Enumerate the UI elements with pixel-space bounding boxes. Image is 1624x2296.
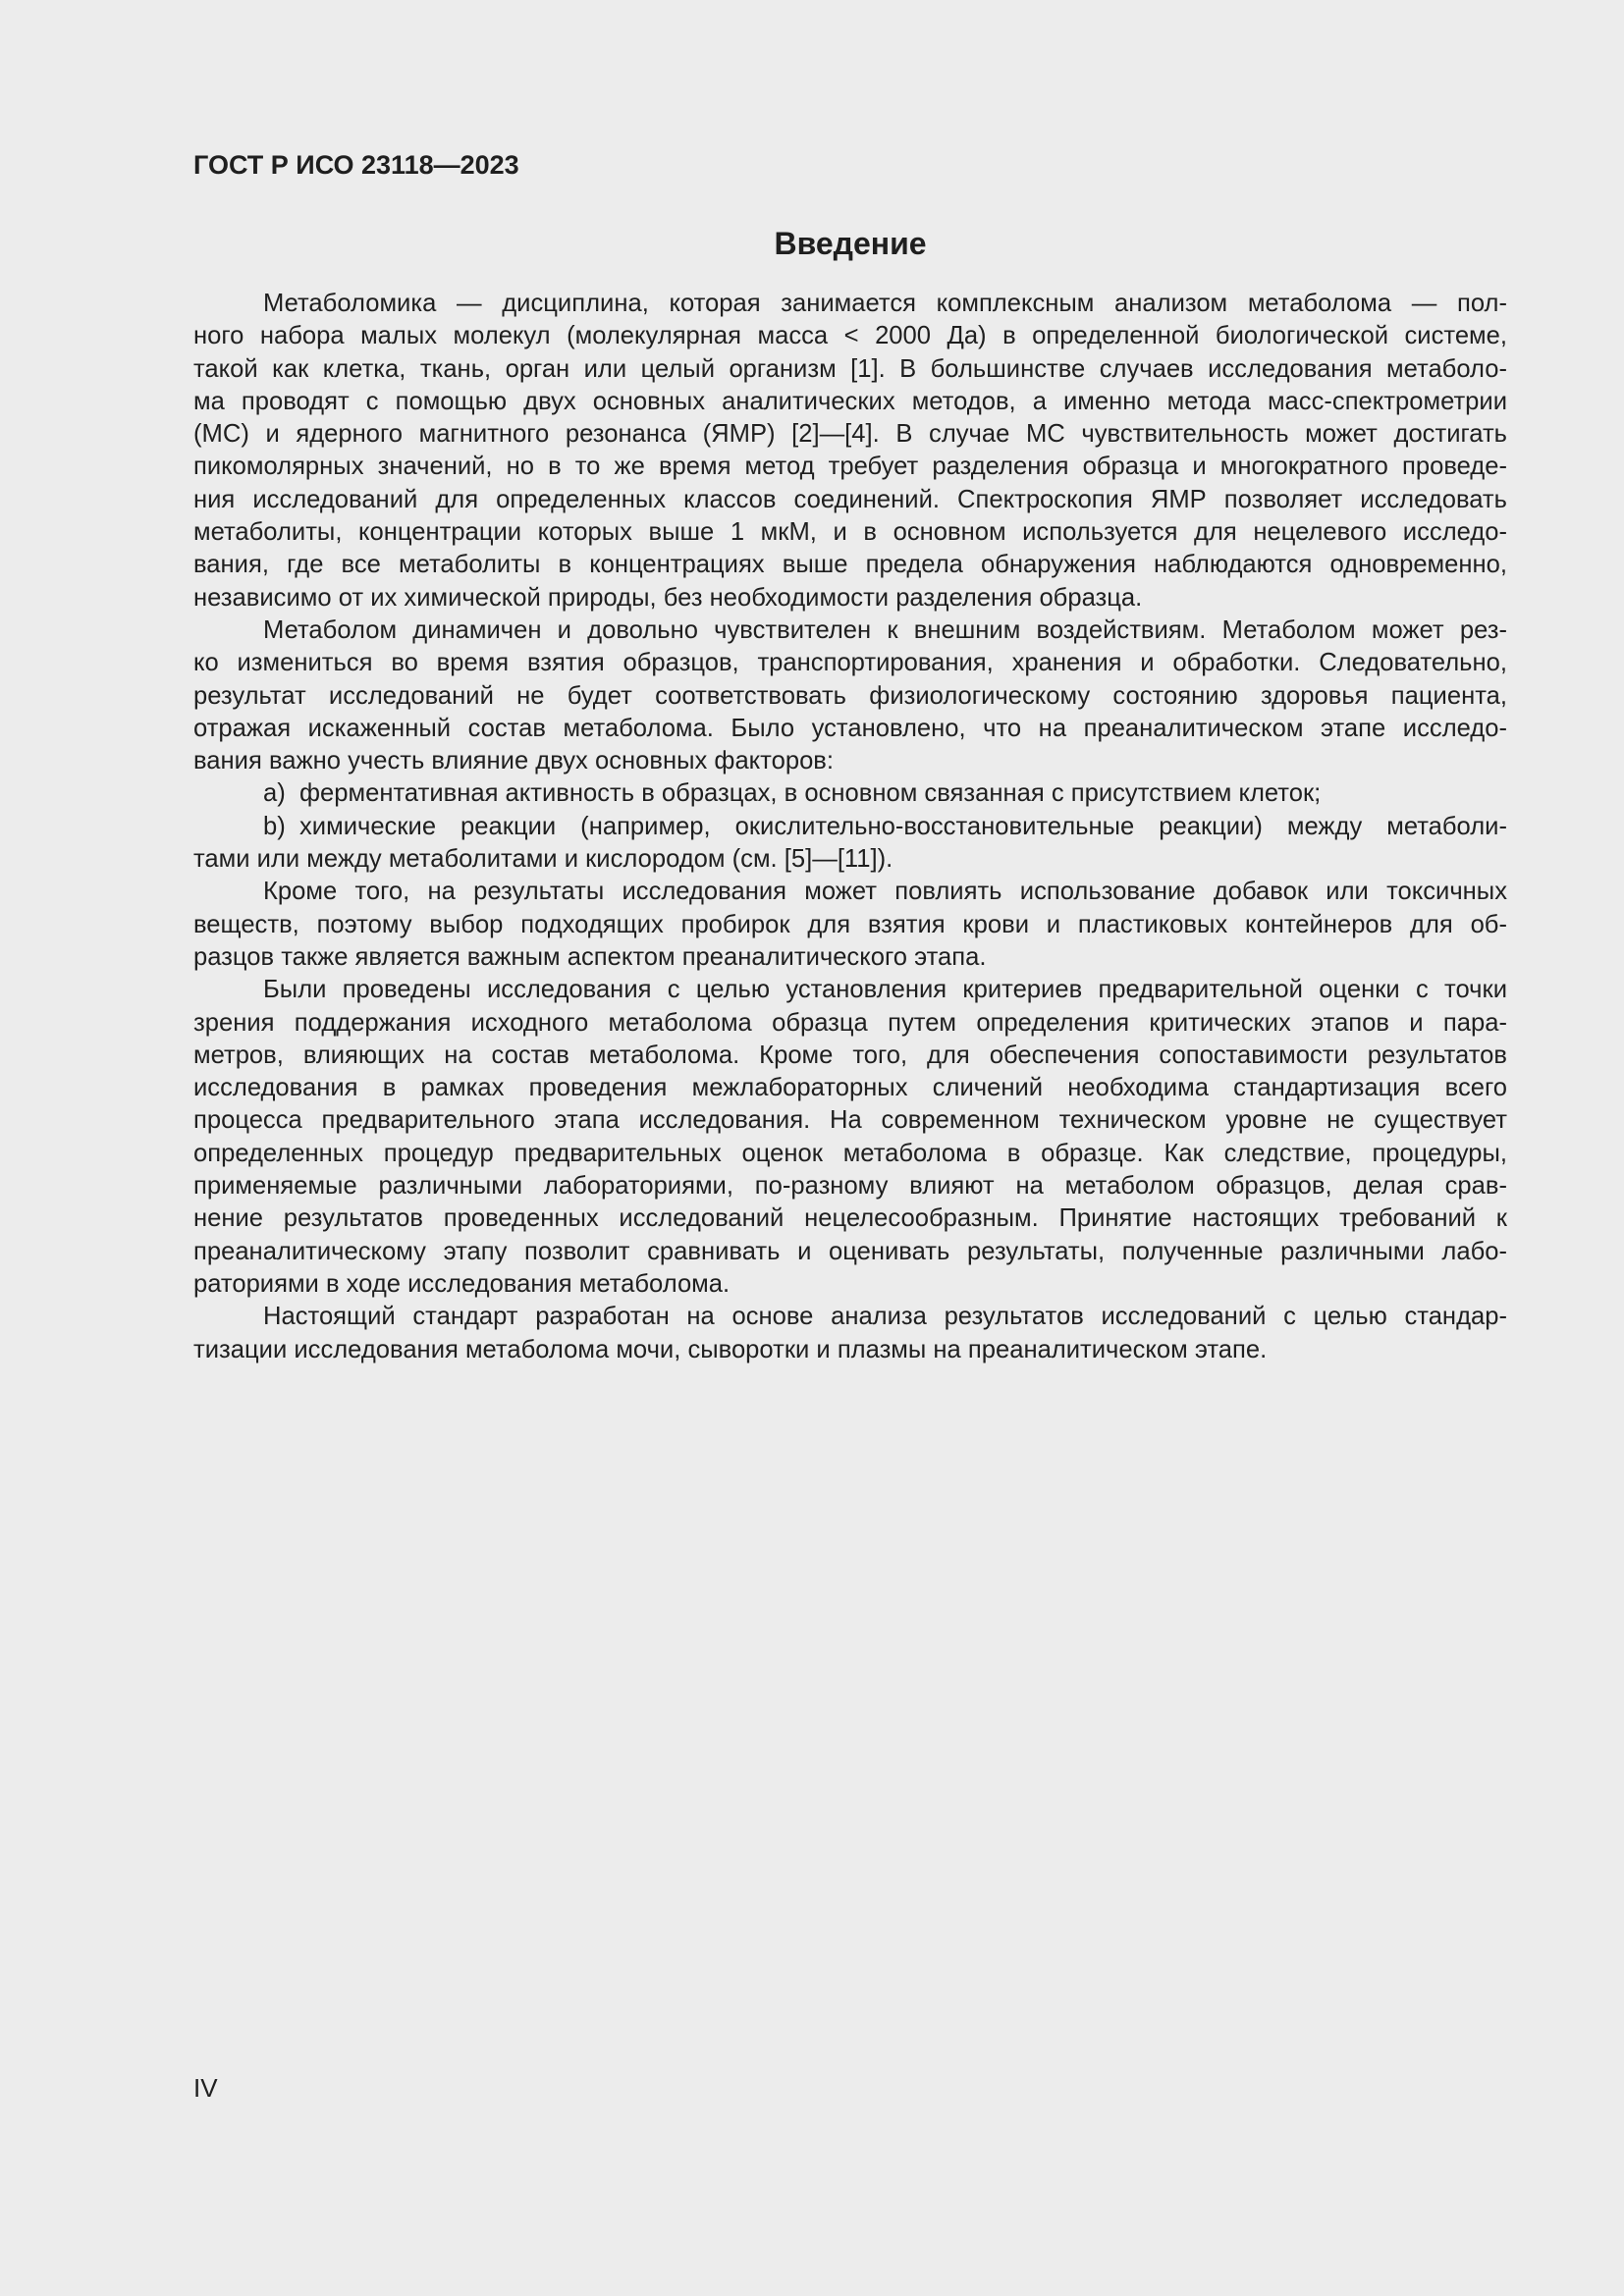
text-line: результат исследований не будет соответствовать физиологическому состоянию здоровья пациента,	[193, 681, 1507, 710]
list-item-a	[193, 777, 1507, 810]
text-line: ния исследований для определенных классов соединений. Спектроскопия ЯМР позволяет исследовать	[193, 485, 1507, 513]
paragraph-1	[193, 288, 1507, 614]
text-line: такой как клетка, ткань, орган или целый организм [1]. В большинстве случаев исследования метаболо-	[193, 354, 1507, 383]
text-line: ферментативная активность в образцах, в основном связанная с присутствием клеток;	[299, 779, 1322, 808]
text-line: нение результатов проведенных исследований нецелесообразным. Принятие настоящих требований к	[193, 1204, 1507, 1233]
section-title: Введение	[774, 226, 927, 261]
text-line: метров, влияющих на состав метаболома. Кроме того, для обеспечения сопоставимости результатов	[193, 1041, 1507, 1069]
document-number-header: ГОСТ Р ИСО 23118—2023	[193, 150, 519, 180]
text-line: вания, где все метаболиты в концентрациях выше предела обнаружения наблюдаются одновременно,	[193, 551, 1507, 579]
text-line: разцов также является важным аспектом преаналитического этапа.	[193, 942, 987, 971]
text-line: Метаболом динамичен и довольно чувствителен к внешним воздействиям. Метаболом может рез-	[263, 615, 1507, 644]
text-line: Кроме того, на результаты исследования может повлиять использование добавок или токсичных	[263, 878, 1507, 906]
text-line: Метаболомика — дисциплина, которая занимается комплексным анализом метаболома — пол-	[263, 290, 1507, 317]
text-line: применяемые различными лабораториями, по-разному влияют на метаболом образцов, делая срав-	[193, 1172, 1507, 1201]
text-line: исследования в рамках проведения межлабораторных сличений необходима стандартизация всего	[193, 1074, 1507, 1102]
text-line: ма проводят с помощью двух основных аналитических методов, а именно метода масс-спектрометрии	[193, 387, 1507, 415]
list-marker: a)	[263, 779, 286, 808]
list-item-row	[193, 777, 1507, 810]
text-line: тами или между метаболитами и кислородом (см. [5]—[11]).	[193, 845, 893, 874]
text-line: ного набора малых молекул (молекулярная масса < 2000 Да) в определенной биологической системе,	[193, 322, 1507, 350]
text-line: вания важно учесть влияние двух основных факторов:	[193, 747, 835, 775]
text-line: химические реакции (например, окислительно-восстановительные реакции) между метаболи-	[299, 812, 1507, 840]
text-line: тизации исследования метаболома мочи, сыворотки и плазмы на преаналитическом этапе.	[193, 1335, 1268, 1363]
text-line: (МС) и ядерного магнитного резонанса (ЯМР) [2]—[4]. В случае МС чувствительность может достигать	[193, 420, 1507, 449]
text-line: преаналитическому этапу позволит сравнивать и оценивать результаты, полученные различными лабо-	[193, 1237, 1507, 1265]
text-line: зрения поддержания исходного метаболома образца путем определения критических этапов и пара-	[193, 1008, 1507, 1037]
list-item-b	[193, 811, 1507, 877]
introduction-body	[193, 288, 1507, 1366]
text-line: Настоящий стандарт разработан на основе анализа результатов исследований с целью стандар-	[263, 1303, 1507, 1331]
paragraph-4	[193, 974, 1507, 1301]
list-item-row	[193, 811, 1507, 843]
text-line: независимо от их химической природы, без необходимости разделения образца.	[193, 583, 1143, 612]
text-line: ко измениться во время взятия образцов, транспортирования, хранения и обработки. Следовательно,	[193, 649, 1507, 677]
text-line: отражая искаженный состав метаболома. Было установлено, что на преаналитическом этапе исследо-	[193, 714, 1507, 742]
paragraph-3	[193, 876, 1507, 974]
text-line: метаболиты, концентрации которых выше 1 мкМ, и в основном используется для нецелевого исследо-	[193, 518, 1507, 547]
page-number: IV	[193, 2073, 218, 2103]
text-line: веществ, поэтому выбор подходящих пробирок для взятия крови и пластиковых контейнеров для об-	[193, 910, 1507, 938]
list-marker: b)	[263, 812, 286, 840]
text-line: раториями в ходе исследования метаболома.	[193, 1269, 731, 1298]
text-line: Были проведены исследования с целью установления критериев предварительной оценки с точки	[263, 976, 1507, 1004]
text-line: процесса предварительного этапа исследования. На современном техническом уровне не существует	[193, 1106, 1507, 1135]
paragraph-2	[193, 614, 1507, 777]
text-line: пикомолярных значений, но в то же время метод требует разделения образца и многократного проведе-	[193, 453, 1507, 481]
paragraph-5	[193, 1301, 1507, 1366]
text-line: определенных процедур предварительных оценок метаболома в образце. Как следствие, процедуры,	[193, 1139, 1507, 1167]
